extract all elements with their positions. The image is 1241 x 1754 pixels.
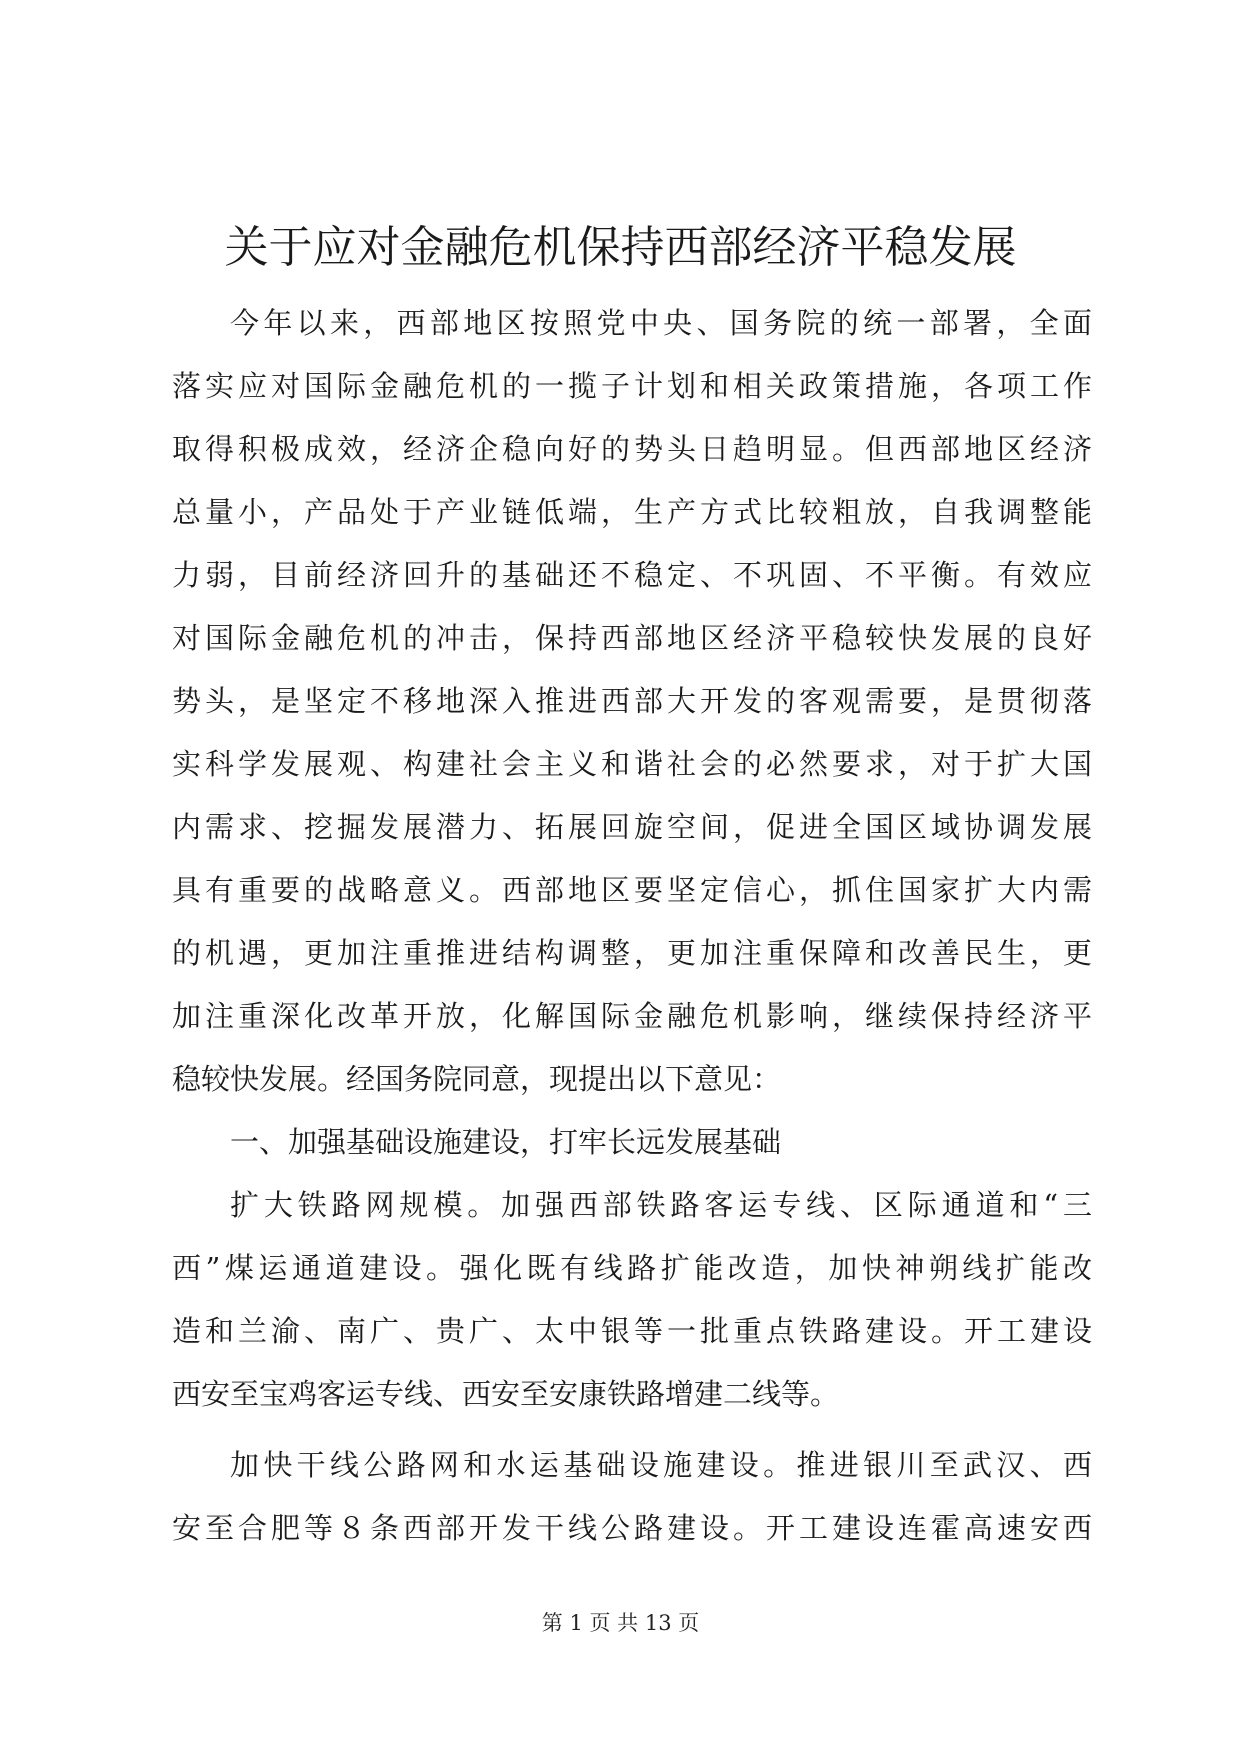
body-line: 实科学发展观、构建社会主义和谐社会的必然要求，对于扩大国 [172, 747, 1092, 781]
body-line: 今年以来，西部地区按照党中央、国务院的统一部署，全面 [230, 306, 1092, 340]
body-line: 安至合肥等８条西部开发干线公路建设。开工建设连霍高速安西 [172, 1511, 1092, 1545]
document-body [172, 292, 1092, 1560]
body-line: 势头，是坚定不移地深入推进西部大开发的客观需要，是贯彻落 [172, 684, 1092, 718]
body-line: 力弱，目前经济回升的基础还不稳定、不巩固、不平衡。有效应 [172, 558, 1092, 592]
body-line: 加注重深化改革开放，化解国际金融危机影响，继续保持经济平 [172, 999, 1092, 1033]
document-title: 关于应对金融危机保持西部经济平稳发展 [224, 222, 1017, 273]
body-line: 加快干线公路网和水运基础设施建设。推进银川至武汉、西 [230, 1448, 1092, 1482]
body-line: 对国际金融危机的冲击，保持西部地区经济平稳较快发展的良好 [172, 621, 1092, 655]
section-heading: 一、加强基础设施建设，打牢长远发展基础 [230, 1125, 782, 1159]
body-line: 内需求、挖掘发展潜力、拓展回旋空间，促进全国区域协调发展 [172, 810, 1092, 844]
body-line: 的机遇，更加注重推进结构调整，更加注重保障和改善民生，更 [172, 936, 1092, 970]
body-line: 西安至宝鸡客运专线、西安至安康铁路增建二线等。 [172, 1377, 840, 1411]
page-number: 第 1 页 共 13 页 [541, 1611, 700, 1635]
body-line: 总量小，产品处于产业链低端，生产方式比较粗放，自我调整能 [172, 495, 1092, 529]
body-line: 扩大铁路网规模。加强西部铁路客运专线、区际通道和“三 [230, 1188, 1092, 1222]
body-line: 稳较快发展。经国务院同意，现提出以下意见： [172, 1062, 782, 1096]
body-line: 造和兰渝、南广、贵广、太中银等一批重点铁路建设。开工建设 [172, 1314, 1092, 1348]
body-line: 西”煤运通道建设。强化既有线路扩能改造，加快神朔线扩能改 [172, 1251, 1092, 1285]
body-line: 具有重要的战略意义。西部地区要坚定信心，抓住国家扩大内需 [172, 873, 1092, 907]
body-line: 取得积极成效，经济企稳向好的势头日趋明显。但西部地区经济 [172, 432, 1092, 466]
body-line: 落实应对国际金融危机的一揽子计划和相关政策措施，各项工作 [172, 369, 1092, 403]
